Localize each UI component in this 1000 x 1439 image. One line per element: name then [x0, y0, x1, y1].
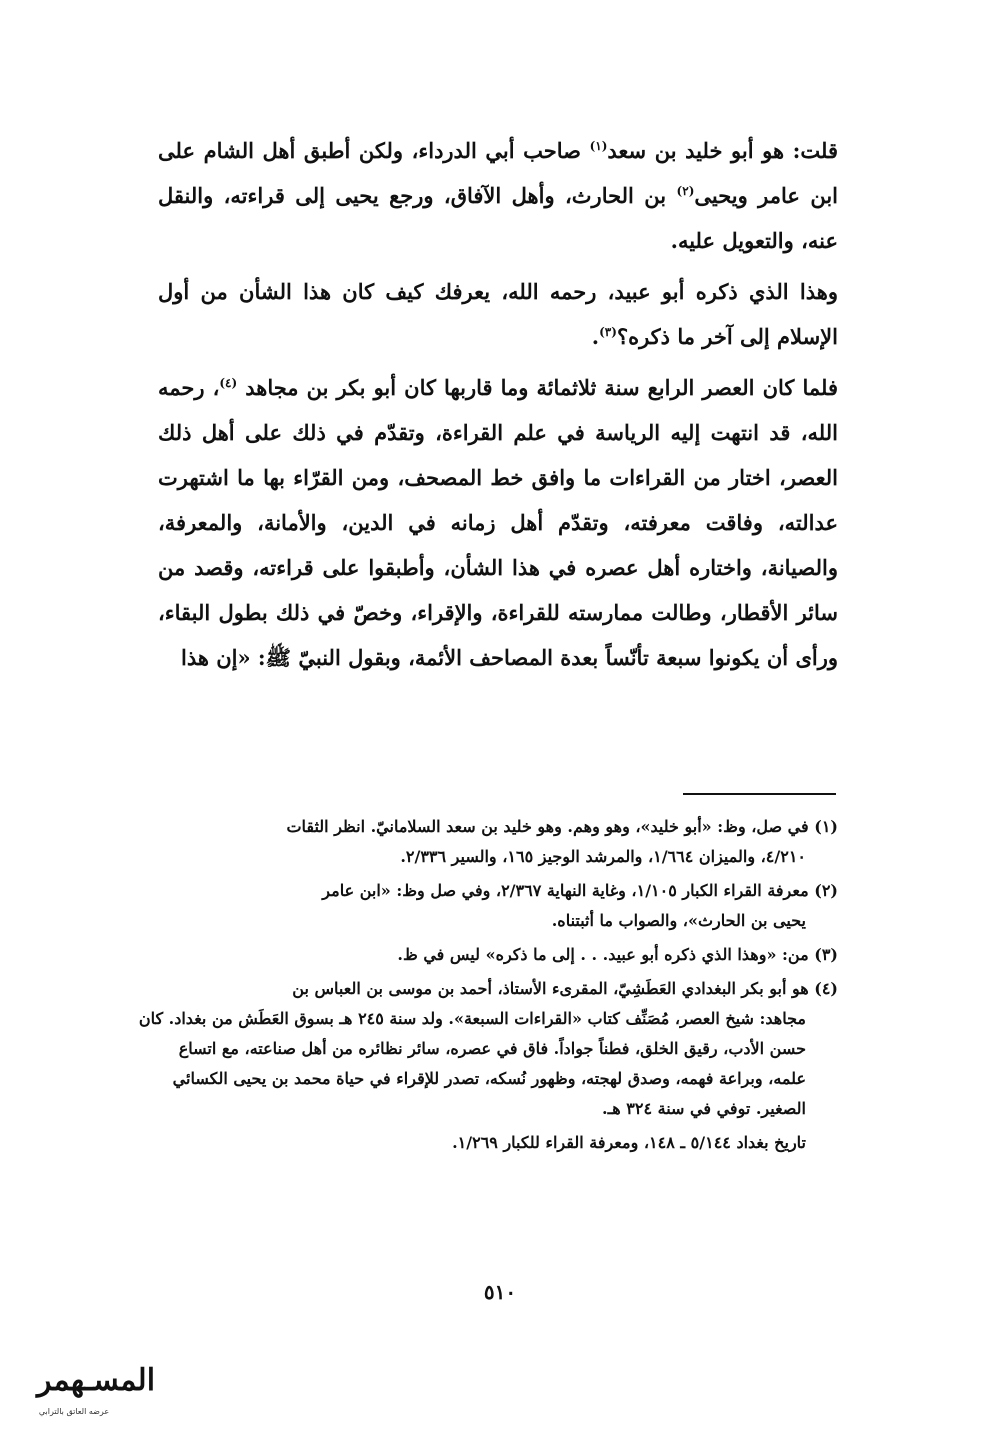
logo-text: المسـهمر: [36, 1363, 156, 1398]
text-run: فلما كان العصر الرابع سنة ثلاثمائة وما قاربها كان أبو بكر بن مجاهد: [237, 375, 838, 400]
footnote-text: هو أبو بكر البغدادي العَطَشِيّ، المقرىء الأستاذ، أحمد بن موسى بن العباس بن: [292, 979, 809, 998]
paragraph: [158, 365, 838, 680]
text-run: قلت: هو أبو خليد بن سعد: [607, 138, 838, 163]
paragraph: [158, 128, 838, 263]
footnote-reference: (٤): [219, 376, 238, 390]
text-run: .: [591, 324, 600, 349]
footnote-line: [138, 974, 838, 1004]
footnote-text: تاريخ بغداد ٥/١٤٤ ـ ١٤٨، ومعرفة القراء للكبار ١/٢٦٩.: [452, 1133, 806, 1152]
footnote-line: [138, 876, 838, 906]
paragraph: [158, 269, 838, 359]
footnote-number: (٤): [814, 979, 838, 998]
footnote-line: [138, 812, 838, 842]
footnote-line: [138, 940, 838, 970]
footnote-text: مجاهد: شيخ العصر، مُصَنِّف كتاب «القراءات السبعة». ولد سنة ٢٤٥ هـ بسوق العَطَش من بغداد. كان حسن الأدب، رقيق الخلق، فطناً جواداً. فاق في عصره، سائر نظائره من أهل صناعته، مع اتساع علمه، وبراعة فهمه، وصدق لهجته، وظهور نُسكه، تصدر للإقراء في حياة محمد بن يحيى الكسائي الصغير. توفي في سنة ٣٢٤ هـ.: [138, 1009, 806, 1118]
footnote-separator: [683, 793, 836, 795]
footnote-reference: (٢): [676, 184, 695, 198]
footnotes: [138, 812, 838, 1162]
text-run: ، رحمه الله، قد انتهت إليه الرياسة في علم القراءة، وتقدّم في ذلك على أهل ذلك العصر، اختار من القراءات ما وافق خط المصحف، ومن القرّاء بها ما اشتهرت عدالته، وفاقت معرفته، وتقدّم أهل زمانه في الدين، والأمانة، والمعرفة، والصيانة، واختاره أهل عصره في هذا الشأن، وأطبقوا على قراءته، وقصد من سائر الأقطار، وطالت ممارسته للقراءة، والإقراء، وخصّ في ذلك بطول البقاء، ورأى أن يكونوا سبعة تأنّساً بعدة المصاحف الأئمة، وبقول النبيّ ﷺ: «إن هذا: [158, 375, 838, 670]
footnote-number: (٣): [814, 945, 838, 964]
footnote-text: ٤/٢١٠، والميزان ١/٦٦٤، والمرشد الوجيز ١٦٥، والسير ٢/٣٣٦.: [400, 847, 806, 866]
footnote-text: في صل، وظ: «أبو خليد»، وهو وهم. وهو خليد بن سعد السلامانيّ. انظر الثقات: [286, 817, 809, 836]
text-run: وهذا الذي ذكره أبو عبيد، رحمه الله، يعرفك كيف كان هذا الشأن من أول الإسلام إلى آخر ما ذكره؟: [158, 279, 838, 349]
main-text: [158, 128, 838, 680]
footnote: [138, 974, 838, 1158]
footnote-text: من: «وهذا الذي ذكره أبو عبيد. . . إلى ما ذكره» ليس في ظ.: [397, 945, 809, 964]
footnote-reference: (١): [589, 139, 608, 153]
footnote: [138, 812, 838, 872]
text-run: بن الحارث، وأهل الآفاق، ورجع يحيى إلى قراءته، والنقل عنه، والتعويل عليه.: [158, 183, 838, 253]
footnote: [138, 876, 838, 936]
footnote: [138, 940, 838, 970]
text-run: صاحب أبي الدرداء، ولكن أطبق أهل الشام على ابن عامر ويحيى: [158, 138, 839, 208]
footnote-reference: (٣): [599, 325, 617, 339]
footnote-text: يحيى بن الحارث»، والصواب ما أثبتناه.: [551, 911, 806, 930]
logo-subtext: عرضه العاتق بالترابي: [38, 1407, 110, 1416]
footnote-number: (١): [814, 817, 838, 836]
footnote-text: معرفة القراء الكبار ١/١٠٥، وغاية النهاية ٢/٣٦٧، وفي صل وظ: «ابن عامر: [322, 881, 809, 900]
publisher-logo: [14, 1350, 179, 1422]
footnote-number: (٢): [814, 881, 838, 900]
page-number: ٥١٠: [483, 1280, 517, 1304]
